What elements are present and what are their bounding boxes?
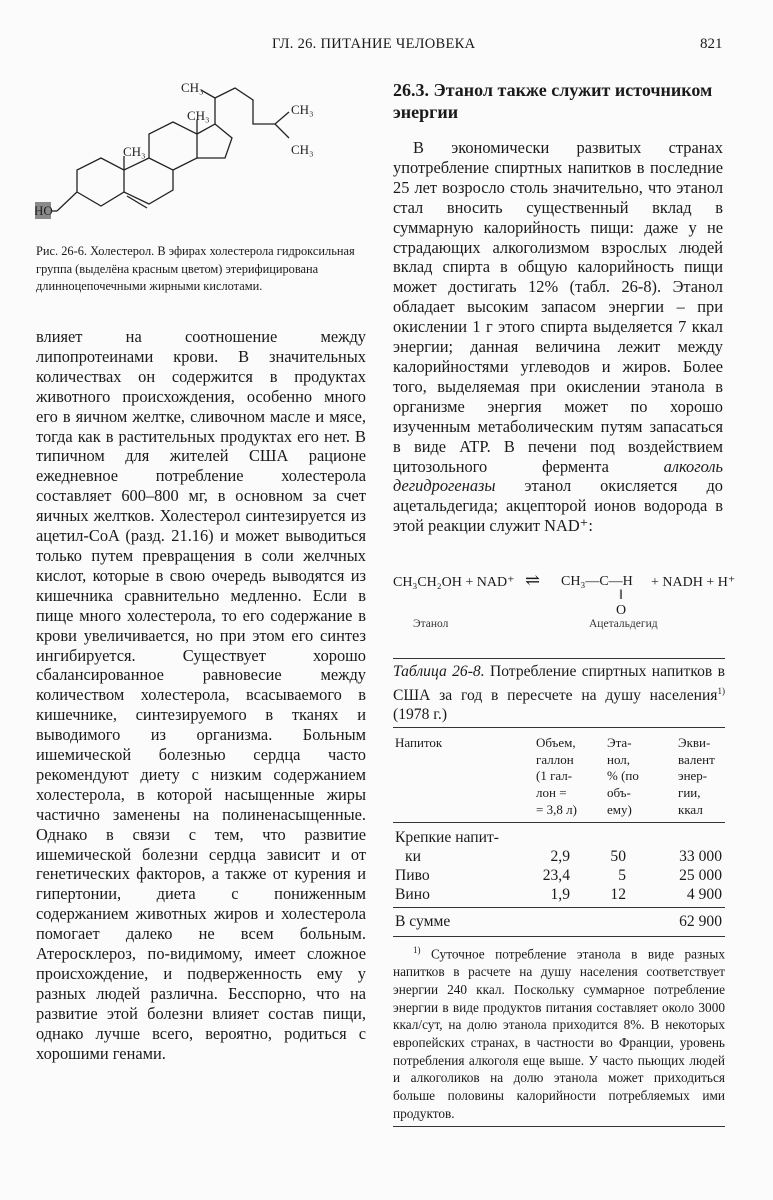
header-line: Объем, bbox=[536, 735, 576, 750]
running-header bbox=[0, 36, 773, 56]
left-column-text bbox=[36, 327, 366, 1064]
section-heading: 26.3. Этанол также служит источником энергии bbox=[393, 80, 713, 122]
paragraph-text-1: В экономически развитых странах употребление спиртных напитков в последние 25 лет возросло столь значительно, что этанол стал вносить существенный вклад в суммарную калорийность пищи: даже у не страдающих алкоголизмом взрослых людей вклад спирта в общую калорийность пищи может достигать 12% (табл. 26-8). Этанол обладает высоким запасом энергии – при окислении 1 г этого спирта выделяется 7 ккал энергии; данная величина лежит между калорийностями углеводов и жиров. Более того, выделяемая при окислении этанола в организме энергия может по хорошо изученным метаболическим путям запасаться в виде ATP. В печени под воздействием цитозольного фермента bbox=[393, 138, 723, 476]
energy-value: 33 000 bbox=[679, 848, 722, 865]
header-line: ему) bbox=[607, 801, 632, 817]
table-caption-text: Потребление спиртных напитков в США за год в пересчете на душу населения bbox=[393, 663, 725, 704]
side-chain bbox=[215, 88, 289, 124]
table-total-rule bbox=[393, 907, 725, 908]
right-column-text bbox=[393, 138, 723, 536]
ch3-side-chain-label: CH₃ bbox=[181, 80, 204, 95]
equation-products: + NADH + H⁺ bbox=[651, 575, 736, 590]
ethanol-oxidation-equation bbox=[393, 570, 763, 630]
table-caption bbox=[393, 662, 725, 725]
header-line: Напиток bbox=[395, 735, 443, 750]
acetaldehyde-formula: CH₃—C—H bbox=[561, 574, 633, 589]
header-line: Эта- bbox=[607, 735, 632, 750]
chapter-title: ГЛ. 26. ПИТАНИЕ ЧЕЛОВЕКА bbox=[272, 36, 476, 52]
left-paragraph: влияет на соотношение между липопротеинами крови. В значительных количествах он содержится в продуктах животного происхождения, особенно много его в яичном желтке, сливочном масле и мясе, тогда как в растительных продуктах его нет. В типичном для жителей США рационе ежедневное потребление холестерола составляет 600–800 мг, в основном за счет яичных желтков. Холестерол синтезируется из ацетил-CoA (разд. 21.16) и может выводиться только путем превращения в соли желчных кислот, которые в свою очередь выводятся из кишечника сравнительно медленно. Если в пище много холестерола, то его содержание в крови увеличивается, но при этом его синтез ингибируется. Существует хорошо сбалансированное равновесие между количеством холестерола, всасываемого в кишечнике, синтезируемого в тканях и выводимого из организма. Больным ишемической болезнью сердца часто рекомендуют диету с низким содержанием холестерола, в которой насыщенные жиры частично заменены на полиненасыщенные. Однако в связи с тем, что развитие ишемической болезни сердца зависит и от генетических факторов, а также от курения и гипертонии, диета с пониженным содержанием животных жиров и холестерола помогает далеко не всем больным. Атеросклероз, по-видимому, имеет сложное происхождение, и подверженность ему у разных людей различна. Бесспорно, что на развитие этой болезни влияет состав пищи, однако лучше всего, вероятно, родиться с хорошими генами. bbox=[36, 327, 366, 1063]
header-line: галлон bbox=[536, 751, 574, 767]
table-caption-footnote-mark: 1) bbox=[717, 685, 725, 696]
carbonyl-double-bond: ‖ bbox=[619, 588, 623, 603]
drink-name: Вино bbox=[395, 886, 430, 903]
table-top-rule bbox=[393, 658, 725, 659]
paragraph-text-2: этанол окисляется до ацетальдегида; акцепторой ионов водорода в этой реакции служит NAD⁺: bbox=[393, 476, 723, 536]
table-bottom-rule bbox=[393, 936, 725, 937]
footnote-bottom-rule bbox=[393, 1126, 725, 1127]
header-line: энер- bbox=[678, 768, 708, 784]
column-header-ethanol bbox=[607, 735, 639, 819]
column-header-volume bbox=[536, 735, 577, 819]
header-line: объ- bbox=[607, 785, 631, 801]
ch3-c18-label: CH₃ bbox=[187, 108, 210, 123]
column-header-drink bbox=[395, 735, 442, 752]
ethanol-label: Этанол bbox=[413, 618, 449, 630]
drink-name: Пиво bbox=[395, 867, 430, 884]
table-body-rule bbox=[393, 822, 725, 823]
equation-reactants: CH₃CH₂OH + NAD⁺ bbox=[393, 575, 515, 590]
drink-name-continued: ки bbox=[405, 848, 421, 865]
header-line: гии, bbox=[678, 785, 701, 801]
table-header-rule bbox=[393, 727, 725, 728]
volume-value: 1,9 bbox=[550, 886, 570, 903]
acetaldehyde-label: Ацетальдегид bbox=[589, 618, 658, 630]
ch3-terminal-bottom-label: CH₃ bbox=[291, 142, 314, 157]
header-line: Экви- bbox=[678, 735, 711, 750]
table-number: Таблица 26-8. bbox=[393, 663, 485, 680]
volume-value: 2,9 bbox=[550, 848, 570, 865]
ho-label: HO bbox=[35, 203, 53, 218]
ring-b bbox=[124, 158, 173, 204]
ethanol-value: 5 bbox=[618, 867, 626, 884]
header-line: нол, bbox=[607, 751, 631, 767]
section-paragraph bbox=[393, 138, 723, 536]
ring-a bbox=[57, 158, 124, 211]
figure-caption: Рис. 26-6. Холестерол. В эфирах холестерола гидроксильная группа (выделёна красным цветом) этерифицирована длинноцепочечными жирными кислотами. bbox=[36, 244, 355, 293]
total-label: В сумме bbox=[395, 913, 451, 930]
table-caption-year: (1978 г.) bbox=[393, 706, 448, 724]
header-line: лон = bbox=[536, 785, 567, 801]
table-footnote bbox=[393, 942, 725, 1122]
enzyme-name: алкоголь дегидрогеназы bbox=[393, 456, 723, 496]
header-line: ккал bbox=[678, 801, 703, 817]
total-energy-value: 62 900 bbox=[679, 913, 722, 930]
volume-value: 23,4 bbox=[542, 867, 570, 884]
header-line: валент bbox=[678, 751, 715, 767]
header-line: = 3,8 л) bbox=[536, 801, 577, 817]
ch3-c19-label: CH₃ bbox=[123, 144, 146, 159]
carbonyl-oxygen: O bbox=[616, 603, 627, 618]
footnote-text: Суточное потребление этанола в виде разных напитков в расчете на душу населения соответствует энергии 240 ккал. Поскольку суммарное потребление энергии в виде продуктов питания составляет около 3000 ккал/сут, на долю этанола приходится 8%. В некоторых европейских странах, в частности во Франции, уровень потребления алкоголя еще выше. У часто пьющих людей и алкоголиков на долю этанола может приходиться больше половины калорийности потребляемых ими продуктов. bbox=[393, 946, 725, 1121]
ring-d bbox=[197, 124, 232, 158]
header-line: % (по bbox=[607, 768, 639, 784]
cholesterol-diagram bbox=[35, 72, 365, 242]
footnote-mark: 1) bbox=[413, 945, 421, 955]
ethanol-value: 12 bbox=[610, 886, 626, 903]
ethanol-value: 50 bbox=[610, 848, 626, 865]
page-number: 821 bbox=[700, 36, 723, 52]
ring-bonds bbox=[49, 88, 289, 211]
ch3-terminal-top-label: CH₃ bbox=[291, 102, 314, 117]
header-line: (1 гал- bbox=[536, 768, 573, 784]
cholesterol-structure-figure bbox=[35, 72, 365, 242]
energy-value: 4 900 bbox=[686, 886, 722, 903]
equilibrium-arrow-icon: ⇌ bbox=[525, 570, 541, 590]
ring-c bbox=[149, 122, 197, 170]
drink-name: Крепкие напит- bbox=[395, 829, 499, 846]
column-header-energy bbox=[678, 735, 715, 819]
side-chain-methyl-2 bbox=[275, 124, 289, 138]
energy-value: 25 000 bbox=[679, 867, 722, 884]
